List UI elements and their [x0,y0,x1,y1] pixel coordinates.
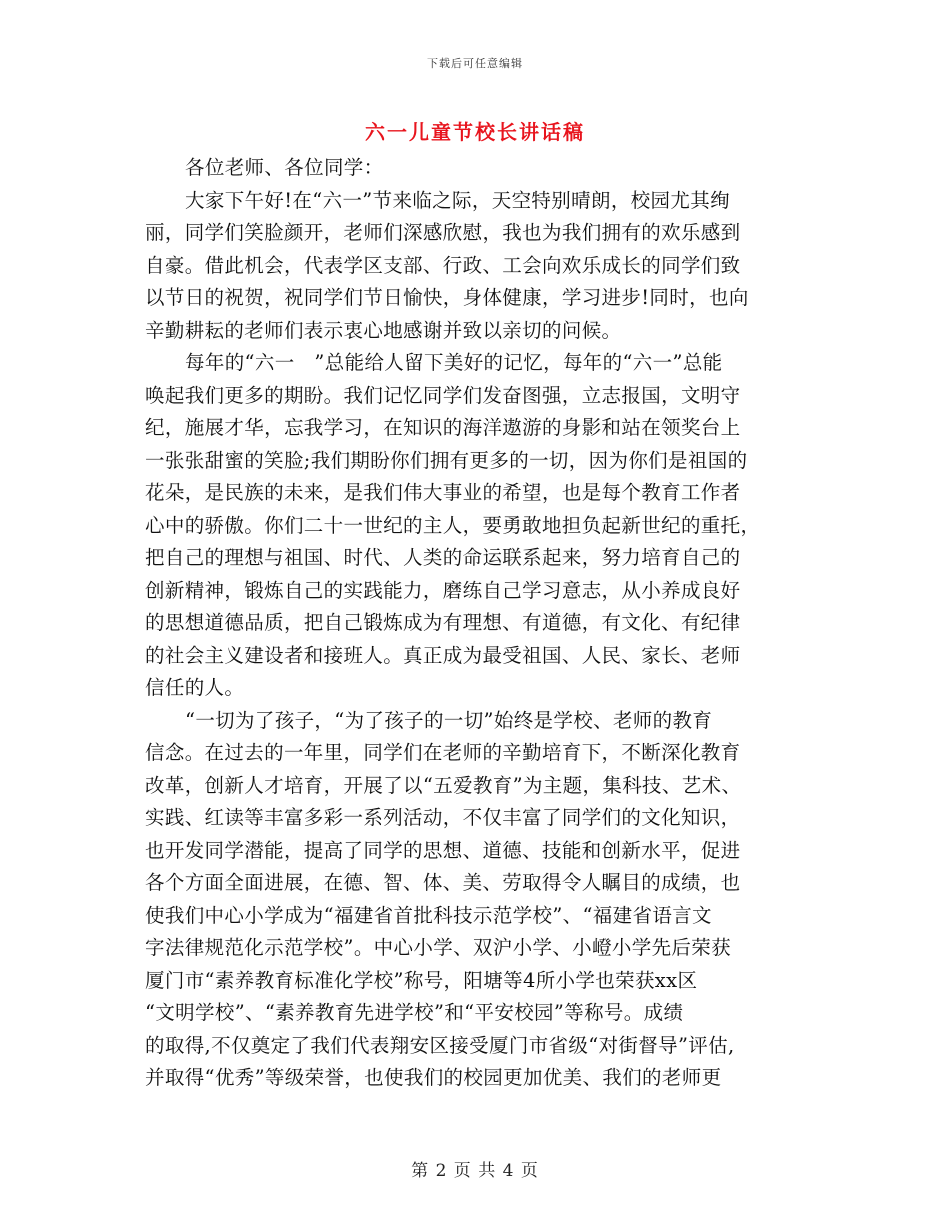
text-line: 信任的人。 [145,676,245,699]
text-line: 花朵，是民族的未来，是我们伟大事业的希望，也是每个教育工作者 [145,481,741,504]
text-line: 把自己的理想与祖国、时代、人类的命运联系起来，努力培育自己的 [145,546,741,569]
text-line: 改革，创新人才培育，开展了以“五爱教育”为主题，集科技、艺术、 [145,773,742,797]
text-line: 也开发同学潜能，提高了同学的思想、道德、技能和创新水平，促进 [145,838,741,862]
text-line: 的思想道德品质，把自己锻炼成为有理想、有道德，有文化、有纪律 [145,611,741,634]
text-line: 并取得“优秀”等级荣誉，也使我们的校园更加优美、我们的老师更 [145,1066,722,1089]
text-line: 以节日的祝贺，祝同学们节日愉快，身体健康，学习进步!同时，也向 [145,286,749,309]
document-body [145,152,807,1095]
text-line: 一张张甜蜜的笑脸;我们期盼你们拥有更多的一切，因为你们是祖国的 [145,448,748,472]
text-line: “文明学校”、“素养教育先进学校”和“平安校园”等称号。成绩 [145,1001,684,1024]
text-line: 纪，施展才华，忘我学习，在知识的海洋遨游的身影和站在领奖台上 [145,416,741,439]
document-title: 六一儿童节校长讲话稿 [365,120,585,144]
text-line: 辛勤耕耘的老师们表示衷心地感谢并致以亲切的问候。 [145,318,622,342]
text-line: 信念。在过去的一年里，同学们在老师的辛勤培育下，不断深化教育 [145,741,741,764]
text-line: 唤起我们更多的期盼。我们记忆同学们发奋图强，立志报国，文明守 [145,383,741,407]
text-line: 每年的“六一 ”总能给人留下美好的记忆，每年的“六一”总能 [185,351,723,374]
text-line: 的社会主义建设者和接班人。真正成为最受祖国、人民、家长、老师 [145,643,741,667]
text-line: 大家下午好!在“六一”节来临之际，天空特别晴朗，校园尤其绚 [185,188,730,212]
text-line: 厦门市“素养教育标准化学校”称号，阳塘等4所小学也荣获xx区 [145,968,698,992]
text-line: 使我们中心小学成为“福建省首批科技示范学校”、“福建省语言文 [145,903,712,927]
page-footer: 第 2 页 共 4 页 [411,1161,539,1181]
text-line: 各位老师、各位同学： [185,156,384,179]
text-line: 丽，同学们笑脸颜开，老师们深感欣慰，我也为我们拥有的欢乐感到 [145,221,741,244]
text-line: 实践、红读等丰富多彩一系列活动，不仅丰富了同学们的文化知识， [145,806,741,829]
text-line: 的取得,不仅奠定了我们代表翔安区接受厦门市省级“对街督导”评估, [145,1033,735,1057]
text-line: 心中的骄傲。你们二十一世纪的主人，要勇敢地担负起新世纪的重托， [145,513,761,537]
header-note: 下载后可任意编辑 [427,57,523,70]
text-line: 创新精神，锻炼自己的实践能力，磨练自己学习意志，从小养成良好 [145,578,741,602]
text-line: 字法律规范化示范学校”。中心小学、双沪小学、小嶝小学先后荣获 [145,936,731,959]
text-line: 各个方面全面进展，在德、智、体、美、劳取得令人瞩目的成绩，也 [145,871,741,894]
text-line: “一切为了孩子，“为了孩子的一切”始终是学校、老师的教育 [185,708,713,732]
text-line: 自豪。借此机会，代表学区支部、行政、工会向欢乐成长的同学们致 [145,253,741,277]
